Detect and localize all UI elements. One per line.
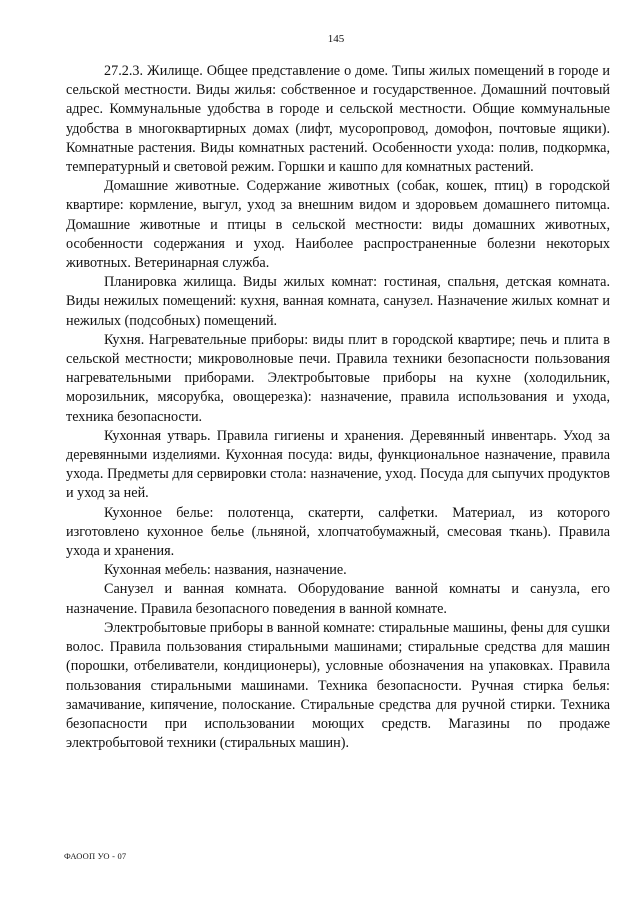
paragraph-kitchenware: Кухонная утварь. Правила гигиены и хранения. Деревянный инвентарь. Уход за деревянными изделиями. Кухонная посуда: виды, функциональное назначение, правила ухода. Предметы для сервировки стола: назначение, уход. Посуда для сыпучих продуктов и уход за ней. (66, 427, 610, 502)
paragraph-bathroom: Санузел и ванная комната. Оборудование ванной комнаты и санузла, его назначение. Правила безопасного поведения в ванной комнате. (66, 581, 610, 617)
paragraph-kitchen-linen: Кухонное белье: полотенца, скатерти, салфетки. Материал, из которого изготовлено кухонное белье (льняной, хлопчатобумажный, смесовая ткань). Правила ухода и хранения. (66, 504, 610, 560)
paragraph-kitchen-furniture: Кухонная мебель: названия, назначение. (104, 562, 347, 579)
page-number: 145 (327, 33, 345, 45)
document-code: ФАООП УО - 07 (64, 851, 127, 861)
paragraph-kitchen: Кухня. Нагревательные приборы: виды плит в городской квартире; печь и плита в сельской местности; микроволновые печи. Правила техники безопасности пользования нагревательными приборами. Электробытовые приборы на кухне (холодильник, морозильник, мясорубка, овощерезка): назначение, правила использования и ухода, техника безопасности. (66, 331, 610, 425)
paragraph-pets: Домашние животные. Содержание животных (собак, кошек, птиц) в городской квартире: кормление, выгул, уход за внешним видом и здоровьем домашнего питомца. Домашние животные и птицы в сельской местности: виды домашних животных, особенности содержания и уход. Наиболее распространенные болезни некоторых животных. Ветеринарная служба. (66, 178, 610, 272)
paragraph-layout: Планировка жилища. Виды жилых комнат: гостиная, спальня, детская комната. Виды нежилых помещений: кухня, ванная комната, санузел. Назначение жилых комнат и нежилых (подсобных) помещений. (66, 274, 610, 329)
paragraph-bathroom-appliances: Электробытовые приборы в ванной комнате: стиральные машины, фены для сушки волос. Правила пользования стиральными машинами; стиральные средства для машин (порошки, отбеливатели, кондиционеры), условные обозначения на упаковках. Правила пользования стиральными машинами. Техника безопасности. Ручная стирка белья: замачивание, кипячение, полоскание. Стиральные средства для ручной стирки. Техника безопасности при использовании моющих средств. Магазины по продаже электробытовой техники (стиральных машин). (66, 619, 610, 752)
paragraph-housing: 27.2.3. Жилище. Общее представление о доме. Типы жилых помещений в городе и сельской местности. Виды жилья: собственное и государственное. Домашний почтовый адрес. Коммунальные удобства в городе и сельской местности. Общие коммунальные удобства в многоквартирных домах (лифт, мусоропровод, домофон, почтовые ящики). Комнатные растения. Виды комнатных растений. Особенности ухода: полив, подкормка, температурный и световой режим. Горшки и кашпо для комнатных растений. (66, 63, 610, 176)
body-text (66, 62, 610, 753)
